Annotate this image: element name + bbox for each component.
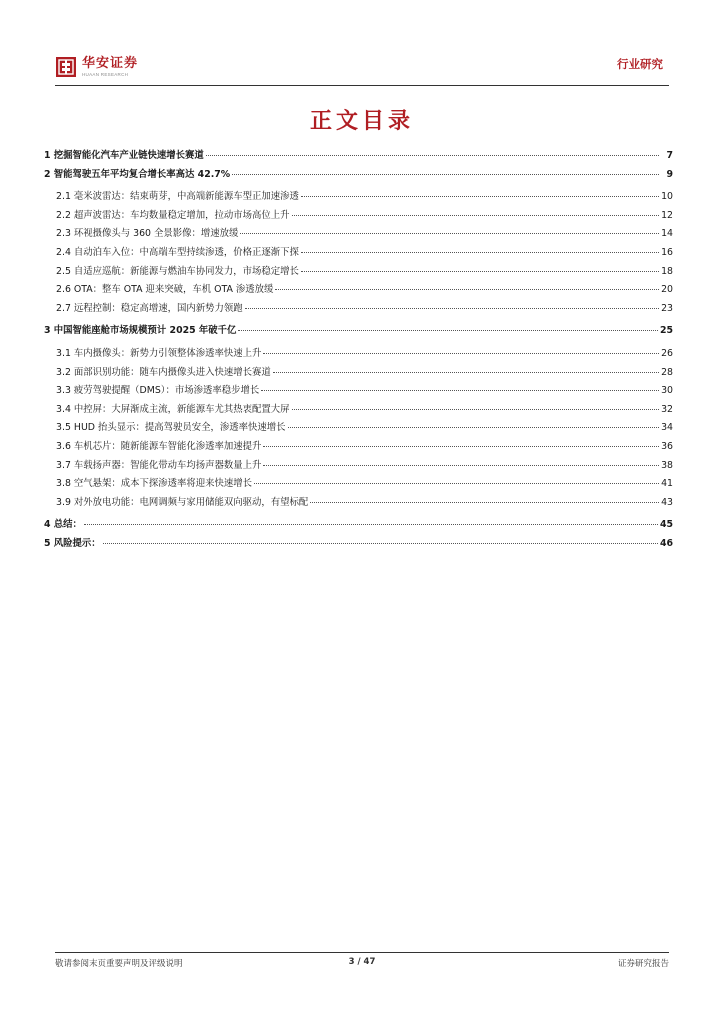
toc-subsection-entry[interactable] [44,364,673,383]
toc-entry-page[interactable]: 9 [666,168,673,180]
dot-leader [238,330,658,331]
toc-entry-page[interactable]: 41 [661,478,673,490]
toc-entry-page[interactable]: 20 [661,284,673,296]
toc-subsection-entry[interactable] [44,475,673,494]
dot-leader [301,196,659,197]
footer-report-label: 证券研究报告 [617,959,669,969]
toc-entry-page[interactable]: 45 [659,519,673,531]
footer-disclaimer: 敬请参阅末页重要声明及评级说明 [55,959,183,969]
toc-subsection-entry[interactable] [44,419,673,438]
company-logo [55,56,138,78]
dot-leader [273,372,659,373]
toc-subsection-entry[interactable] [44,244,673,263]
toc-entry-label[interactable]: 1 挖掘智能化汽车产业链快速增长赛道 [44,150,204,161]
toc-entry-label[interactable]: 3.6 车机芯片：随新能源车智能化渗透率加速提升 [56,440,262,452]
toc-entry-page[interactable]: 12 [661,209,673,221]
toc-entry-page[interactable]: 28 [661,366,673,378]
toc-entry-page[interactable]: 46 [659,537,673,549]
toc-section-entry[interactable] [44,516,673,535]
toc-entry-label[interactable]: 2.4 自动泊车入位：中高端车型持续渗透，价格正逐渐下探 [56,246,299,258]
header-divider [55,85,669,86]
dot-leader [292,409,659,410]
toc-entry-label[interactable]: 3.4 中控屏：大屏渐成主流，新能源车尤其热衷配置大屏 [56,403,290,415]
toc-subsection-entry[interactable] [44,457,673,476]
dot-leader [245,308,659,309]
toc-entry-label[interactable]: 3.9 对外放电功能：电网调频与家用储能双向驱动，有望标配 [56,496,309,508]
toc-entry-page[interactable]: 38 [661,459,673,471]
toc-entry-label[interactable]: 5 风险提示： [44,537,101,549]
toc-subsection-entry[interactable] [44,207,673,226]
toc-entry-label[interactable]: 2.2 超声波雷达：车均数量稳定增加，拉动市场高位上升 [56,209,290,221]
toc-section-entry[interactable] [44,535,673,554]
page-header [55,52,669,92]
dot-leader [263,446,659,447]
toc-entry-page[interactable]: 16 [661,246,673,258]
dot-leader [310,502,659,503]
dot-leader [263,465,659,466]
toc-entry-page[interactable]: 25 [659,325,673,337]
seal-logo-icon [55,56,77,78]
toc-entry-page[interactable]: 43 [661,496,673,508]
footer-divider [55,952,669,953]
page-number: 3 / 47 [348,957,376,967]
toc-entry-label[interactable]: 3.3 疲劳驾驶提醒（DMS）：市场渗透率稳步增长 [56,385,260,397]
toc-subsection-entry[interactable] [44,494,673,513]
dot-leader [254,483,659,484]
toc-subsection-entry[interactable] [44,300,673,319]
toc-entry-label[interactable]: 4 总结： [44,519,82,531]
toc-subsection-entry[interactable] [44,438,673,457]
dot-leader [301,271,659,272]
dot-leader [301,252,659,253]
dot-leader [103,543,658,544]
toc-entry-page[interactable]: 34 [661,422,673,434]
toc-entry-page[interactable]: 14 [661,228,673,240]
toc-subsection-entry[interactable] [44,345,673,364]
dot-leader [292,215,659,216]
toc-entry-label[interactable]: 3.1 车内摄像头：新势力引领整体渗透率快速上升 [56,347,262,359]
toc-entry-label[interactable]: 2 智能驾驶五年平均复合增长率高达 42.7% [44,168,231,180]
dot-leader [263,353,659,354]
toc-entry-label[interactable]: 3 中国智能座舱市场规模预计 2025 年破千亿 [44,325,237,337]
dot-leader [288,427,659,428]
toc-section-entry[interactable] [44,166,673,185]
toc-entry-page[interactable]: 18 [661,265,673,277]
table-of-contents [44,147,673,553]
toc-entry-label[interactable]: 3.2 面部识别功能：随车内摄像头进入快速增长赛道 [56,366,271,378]
dot-leader [84,524,658,525]
logo-english-name: HUAAN RESEARCH [82,71,129,77]
toc-entry-page[interactable]: 32 [661,403,673,415]
dot-leader [240,233,659,234]
toc-entry-page[interactable]: 7 [666,150,673,161]
toc-subsection-entry[interactable] [44,401,673,420]
toc-entry-label[interactable]: 2.3 环视摄像头与 360 全景影像：增速放缓 [56,228,239,240]
toc-entry-page[interactable]: 10 [661,191,673,203]
report-type-label: 行业研究 [617,57,663,71]
dot-leader [206,155,659,156]
toc-title: 正文目录 [309,108,414,134]
toc-entry-label[interactable]: 2.1 毫米波雷达：结束萌芽，中高端新能源车型正加速渗透 [56,191,299,203]
toc-section-entry[interactable] [44,147,673,166]
toc-entry-label[interactable]: 3.7 车载扬声器：智能化带动车均扬声器数量上升 [56,459,262,471]
dot-leader [275,289,659,290]
dot-leader [232,174,659,175]
toc-section-entry[interactable] [44,322,673,341]
toc-subsection-entry[interactable] [44,382,673,401]
toc-subsection-entry[interactable] [44,263,673,282]
toc-entry-page[interactable]: 30 [661,385,673,397]
toc-entry-label[interactable]: 2.5 自适应巡航：新能源与燃油车协同发力，市场稳定增长 [56,265,299,277]
dot-leader [261,390,659,391]
toc-entry-page[interactable]: 36 [661,440,673,452]
toc-entry-label[interactable]: 2.6 OTA：整车 OTA 迎来突破，车机 OTA 渗透放缓 [56,284,274,296]
logo-chinese-name: 华安证券 [82,55,139,71]
toc-subsection-entry[interactable] [44,225,673,244]
toc-subsection-entry[interactable] [44,188,673,207]
toc-entry-label[interactable]: 3.8 空气悬架：成本下探渗透率将迎来快速增长 [56,478,253,490]
page-footer [55,957,669,973]
toc-subsection-entry[interactable] [44,281,673,300]
toc-entry-label[interactable]: 2.7 远程控制：稳定高增速，国内新势力领跑 [56,302,243,314]
toc-entry-page[interactable]: 26 [661,347,673,359]
toc-entry-label[interactable]: 3.5 HUD 抬头显示：提高驾驶员安全，渗透率快速增长 [56,422,286,434]
toc-entry-page[interactable]: 23 [661,302,673,314]
